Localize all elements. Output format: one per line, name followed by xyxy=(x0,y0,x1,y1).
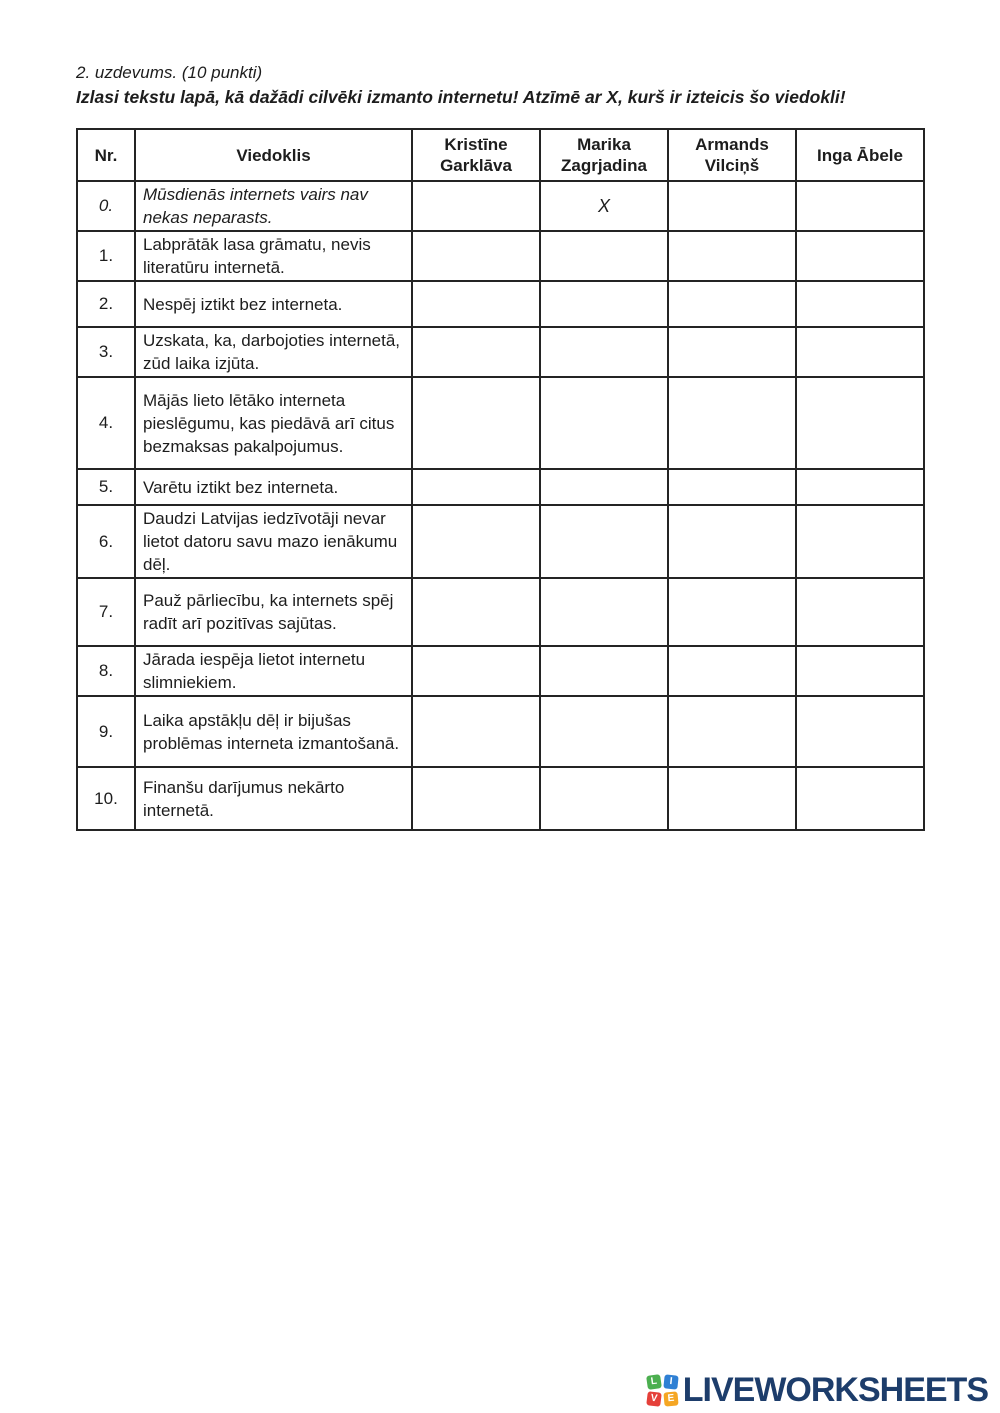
row-number: 0. xyxy=(77,181,135,231)
tile-letter-i: I xyxy=(663,1374,678,1389)
mark-cell[interactable] xyxy=(412,696,540,767)
table-row xyxy=(77,181,924,231)
mark-cell[interactable] xyxy=(412,231,540,281)
mark-cell[interactable] xyxy=(540,327,668,377)
statement: Nespēj iztikt bez interneta. xyxy=(135,281,412,327)
statement: Varētu iztikt bez interneta. xyxy=(135,469,412,505)
mark-cell[interactable] xyxy=(796,327,924,377)
mark-cell[interactable] xyxy=(796,377,924,469)
mark-cell[interactable] xyxy=(668,767,796,830)
mark-cell[interactable] xyxy=(540,646,668,696)
statement: Laika apstākļu dēļ ir bijušas problēmas interneta izmantošanā. xyxy=(135,696,412,767)
statement: Labprātāk lasa grāmatu, nevis literatūru internetā. xyxy=(135,231,412,281)
mark-cell[interactable] xyxy=(412,469,540,505)
table-row xyxy=(77,231,924,281)
mark-cell[interactable] xyxy=(796,646,924,696)
brand-wordmark: LIVEWORKSHEETS xyxy=(682,1371,988,1409)
row-number: 5. xyxy=(77,469,135,505)
opinions-table xyxy=(76,128,925,831)
statement: Finanšu darījumus nekārto internetā. xyxy=(135,767,412,830)
mark-cell[interactable] xyxy=(540,469,668,505)
tile-letter-v: V xyxy=(646,1391,662,1407)
mark-cell[interactable] xyxy=(796,469,924,505)
table-row xyxy=(77,646,924,696)
mark-cell[interactable] xyxy=(796,231,924,281)
liveworksheets-logo[interactable] xyxy=(647,1371,988,1409)
mark-cell[interactable] xyxy=(540,696,668,767)
mark-cell[interactable] xyxy=(412,327,540,377)
mark-cell[interactable] xyxy=(412,281,540,327)
row-number: 3. xyxy=(77,327,135,377)
table-row xyxy=(77,767,924,830)
mark-cell[interactable] xyxy=(412,578,540,646)
mark-cell[interactable] xyxy=(540,231,668,281)
mark-cell[interactable] xyxy=(796,767,924,830)
mark-cell[interactable] xyxy=(668,646,796,696)
worksheet-content xyxy=(76,62,925,831)
mark-cell[interactable] xyxy=(412,767,540,830)
row-number: 1. xyxy=(77,231,135,281)
table-row xyxy=(77,281,924,327)
header-person-inga: Inga Ābele xyxy=(796,129,924,181)
mark-cell[interactable] xyxy=(412,646,540,696)
mark-cell[interactable] xyxy=(540,505,668,578)
row-number: 6. xyxy=(77,505,135,578)
mark-cell[interactable] xyxy=(668,281,796,327)
header-statement: Viedoklis xyxy=(135,129,412,181)
mark-cell[interactable] xyxy=(412,505,540,578)
row-number: 4. xyxy=(77,377,135,469)
mark-cell[interactable] xyxy=(540,377,668,469)
header-person-kristine: Kristīne Garklāva xyxy=(412,129,540,181)
mark-cell[interactable] xyxy=(796,181,924,231)
mark-cell[interactable] xyxy=(796,281,924,327)
mark-cell[interactable]: X xyxy=(540,181,668,231)
mark-cell[interactable] xyxy=(796,696,924,767)
table-row xyxy=(77,377,924,469)
statement: Mūsdienās internets vairs nav nekas neparasts. xyxy=(135,181,412,231)
table-header-row xyxy=(77,129,924,181)
mark-cell[interactable] xyxy=(668,505,796,578)
statement: Mājās lieto lētāko interneta pieslēgumu, kas piedāvā arī citus bezmaksas pakalpojumus. xyxy=(135,377,412,469)
liveworksheets-tiles-icon xyxy=(647,1375,678,1406)
header-nr: Nr. xyxy=(77,129,135,181)
header-person-armands: Armands Vilciņš xyxy=(668,129,796,181)
mark-cell[interactable] xyxy=(796,505,924,578)
row-number: 7. xyxy=(77,578,135,646)
mark-cell[interactable] xyxy=(668,231,796,281)
mark-cell[interactable] xyxy=(540,578,668,646)
mark-cell[interactable] xyxy=(668,469,796,505)
header-person-marika: Marika Zagrjadina xyxy=(540,129,668,181)
table-row xyxy=(77,578,924,646)
statement: Daudzi Latvijas iedzīvotāji nevar lietot datoru savu mazo ienākumu dēļ. xyxy=(135,505,412,578)
tile-letter-e: E xyxy=(663,1391,678,1406)
mark-cell[interactable] xyxy=(796,578,924,646)
table-row xyxy=(77,327,924,377)
mark-cell[interactable] xyxy=(668,377,796,469)
row-number: 9. xyxy=(77,696,135,767)
row-number: 10. xyxy=(77,767,135,830)
task-label: 2. uzdevums. (10 punkti) xyxy=(76,63,263,82)
tile-letter-l: L xyxy=(646,1374,662,1390)
mark-cell[interactable] xyxy=(540,767,668,830)
mark-cell[interactable] xyxy=(668,696,796,767)
table-row xyxy=(77,469,924,505)
row-number: 8. xyxy=(77,646,135,696)
mark-cell[interactable] xyxy=(412,377,540,469)
mark-cell[interactable] xyxy=(412,181,540,231)
mark-cell[interactable] xyxy=(668,327,796,377)
task-instruction: Izlasi tekstu lapā, kā dažādi cilvēki izmanto internetu! Atzīmē ar X, kurš ir izteicis šo viedokli! xyxy=(76,87,846,107)
statement: Pauž pārliecību, ka internets spēj radīt arī pozitīvas sajūtas. xyxy=(135,578,412,646)
table-row xyxy=(77,696,924,767)
mark-cell[interactable] xyxy=(668,181,796,231)
mark-cell[interactable] xyxy=(540,281,668,327)
statement: Jārada iespēja lietot internetu slimniekiem. xyxy=(135,646,412,696)
table-row xyxy=(77,505,924,578)
statement: Uzskata, ka, darbojoties internetā, zūd laika izjūta. xyxy=(135,327,412,377)
mark-cell[interactable] xyxy=(668,578,796,646)
row-number: 2. xyxy=(77,281,135,327)
